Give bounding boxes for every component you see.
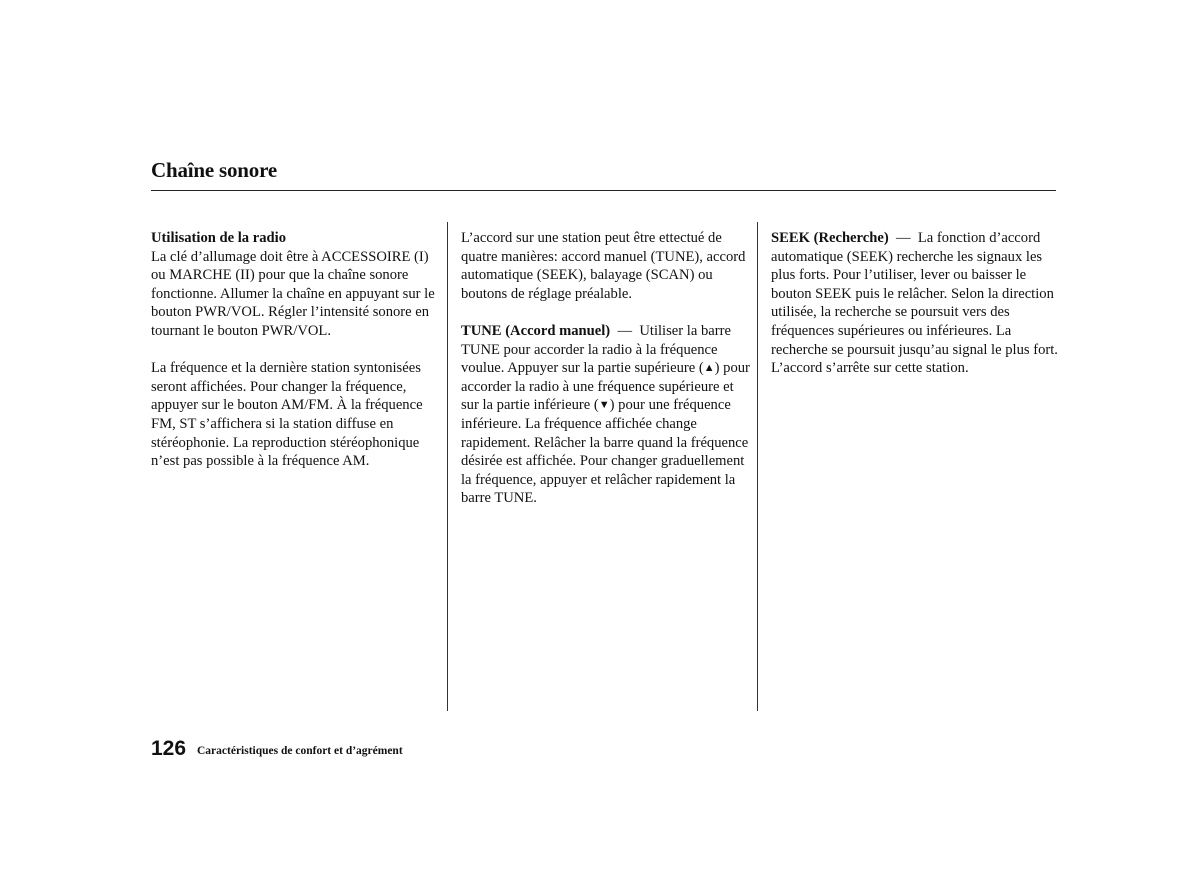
radio-usage-paragraph-2: La fréquence et la dernière station syntonisées seront affichées. Pour changer la fréquence, appuyer sur le bouton AM/FM. À la fréquence FM, ST s’affichera si la station diffuse en stéréophonie. La reproduction stéréophonique n’est pas possible à la fréquence AM. — [151, 360, 423, 470]
tuning-methods-paragraph: L’accord sur une station peut être ettectué de quatre manières: accord manuel (TUNE), accord automatique (SEEK), balayage (SCAN) ou boutons de réglage préalable. — [461, 230, 746, 302]
tune-paragraph — [461, 322, 753, 508]
column-seek — [771, 229, 1061, 378]
tune-text-b: ) pour accorder la radio à une fréquence supérieure et sur la partie inférieure ( — [461, 360, 750, 414]
tune-text-c: ) pour une fréquence inférieure. La fréquence affichée change rapidement. Relâcher la barre quand la fréquence désirée est affichée. Pour changer graduellement la fréquence, appuyer et relâcher rapidement la barre TUNE. — [461, 397, 749, 507]
page-number: 126 — [151, 737, 187, 760]
radio-usage-heading: Utilisation de la radio — [151, 230, 286, 246]
tune-text-a: Utiliser la barre TUNE pour accorder la radio à la fréquence voulue. Appuyer sur la partie supérieure ( — [461, 322, 731, 377]
column-divider-1 — [447, 222, 448, 711]
title-divider — [151, 190, 1056, 191]
tune-dash: — — [617, 322, 633, 339]
column-tune — [461, 229, 753, 508]
page-title: Chaîne sonore — [151, 158, 277, 182]
down-arrow-icon: ▼ — [598, 399, 610, 412]
up-arrow-icon: ▲ — [703, 362, 715, 375]
seek-text: La fonction d’accord automatique (SEEK) recherche les signaux les plus forts. Pour l’utiliser, lever ou baisser le bouton SEEK puis le relâcher. Selon la direction utilisée, la recherche se poursuit vers des fréquences supérieures ou inférieures. La recherche se poursuit jusqu’au signal le plus fort. L’accord s’arrête sur cette station. — [771, 230, 1058, 377]
seek-heading: SEEK (Recherche) — [771, 230, 889, 246]
column-divider-2 — [757, 222, 758, 711]
seek-paragraph — [771, 229, 1061, 378]
radio-usage-paragraph-1: La clé d’allumage doit être à ACCESSOIRE (I) ou MARCHE (II) pour que la chaîne sonore fonctionne. Allumer la chaîne en appuyant sur le bouton PWR/VOL. Régler l’intensité sonore en tournant le bouton PWR/VOL. — [151, 248, 435, 339]
tune-heading: TUNE (Accord manuel) — [461, 322, 611, 339]
seek-dash: — — [895, 230, 911, 246]
column-radio-usage — [151, 229, 441, 471]
footer-section-label: Caractéristiques de confort et d’agrément — [197, 745, 403, 757]
